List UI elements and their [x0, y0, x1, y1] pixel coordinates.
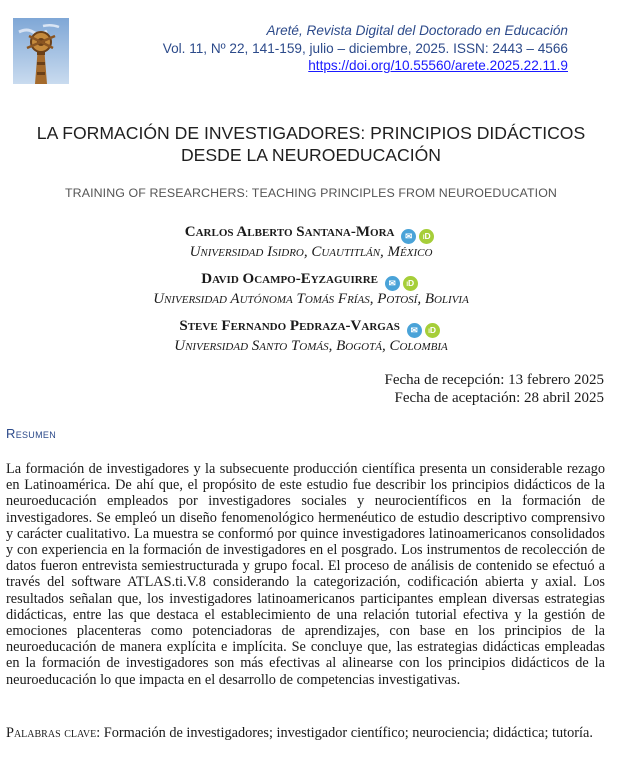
journal-header	[163, 22, 568, 75]
orcid-icon[interactable]: iD	[419, 229, 434, 244]
abstract-heading: Resumen	[6, 426, 56, 441]
email-icon[interactable]: ✉	[401, 229, 416, 244]
orcid-icon[interactable]: iD	[425, 323, 440, 338]
email-icon[interactable]: ✉	[385, 276, 400, 291]
keywords-label: Palabras clave:	[6, 725, 101, 741]
author-affiliation: Universidad Isidro, Cuautitlán, México	[189, 244, 433, 260]
author-entry	[0, 268, 622, 315]
author-name: David Ocampo-Eyzaguirre	[201, 271, 378, 287]
doi-link[interactable]: https://doi.org/10.55560/arete.2025.22.11.9	[308, 58, 568, 73]
accepted-date: Fecha de aceptación: 28 abril 2025	[394, 390, 604, 406]
received-date: Fecha de recepción: 13 febrero 2025	[384, 372, 604, 388]
author-entry	[0, 221, 622, 268]
email-icon[interactable]: ✉	[407, 323, 422, 338]
author-affiliation: Universidad Autónoma Tomás Frías, Potosí, Bolivia	[153, 291, 469, 307]
submission-dates	[385, 371, 605, 407]
author-name: Carlos Alberto Santana-Mora	[184, 224, 395, 240]
abstract-text: La formación de investigadores y la subsecuente producción científica presenta un considerable rezago en Latinoamérica. De ahí que, el propósito de este estudio fue describir los principios didácticos de la neuroeducación empleados por investigadores sociales y neurocientíficos en la formación de investigadores. Se empleó un diseño fenomenológico hermenéutico de estudio descriptivo comprensivo y carácter cualitativo. La muestra se conformó por quince investigadores latinoamericanos consolidados y con experiencia en la formación de investigadores en el posgrado. Los instrumentos de recolección de datos fueron entrevista semiestructurada y grupo focal. El proceso de análisis de contenido se efectuó a través del software ATLAS.ti.V.8 considerando la categorización, codificación abierta y axial. Los resultados señalan que, los investigadores latinoamericanos participantes emplean diversas estrategias didácticas, entre las que destaca el establecimiento de una relación tutorial efectiva y la gestión de emociones placenteras como potenciadoras de aprendizajes, con base en los principios de la neuroeducación de manera explícita e implícita. Se concluye que, las estrategias didácticas empleadas en la formación de investigadores son más efectivas al alinearse con los principios didácticos de la neuroeducación lo que impacta en el desarrollo de competencias investigativas.	[6, 461, 605, 688]
author-list	[0, 221, 622, 362]
title-line-2: DESDE LA NEUROEDUCACIÓN	[180, 145, 442, 165]
orcid-icon[interactable]: iD	[403, 276, 418, 291]
journal-issue: Vol. 11, Nº 22, 141-159, julio – diciembre, 2025. ISSN: 2443 – 4566	[162, 40, 568, 56]
journal-logo	[13, 18, 69, 84]
author-affiliation: Universidad Santo Tomás, Bogotá, Colombia	[174, 338, 448, 354]
author-name: Steve Fernando Pedraza-Vargas	[179, 318, 400, 334]
keywords-text: Formación de investigadores; investigador científico; neurociencia; didáctica; tutoría.	[103, 725, 593, 741]
title-line-1: LA FORMACIÓN DE INVESTIGADORES: PRINCIPIOS DIDÁCTICOS	[36, 123, 586, 143]
article-title	[0, 122, 622, 166]
author-entry	[0, 315, 622, 362]
keywords	[6, 725, 605, 741]
article-subtitle: TRAINING OF RESEARCHERS: TEACHING PRINCIPLES FROM NEUROEDUCATION	[65, 186, 557, 200]
journal-name: Areté, Revista Digital del Doctorado en Educación	[266, 23, 568, 38]
